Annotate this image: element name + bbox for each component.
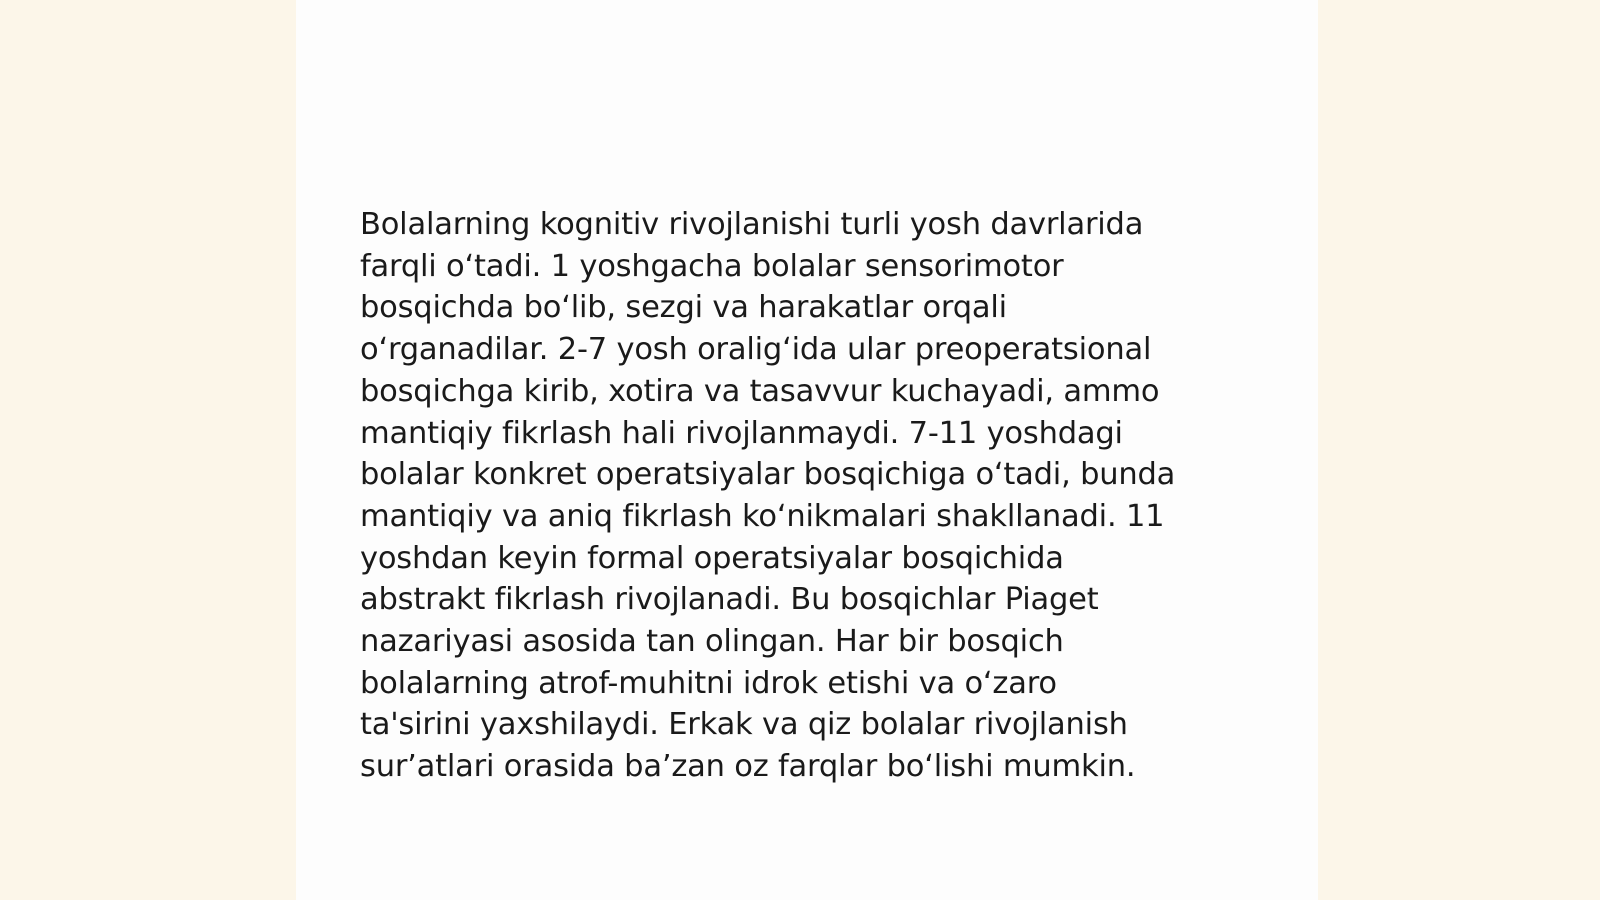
paragraph-line: nazariyasi asosida tan olingan. Har bir bosqich (360, 624, 1064, 660)
paragraph-line: Bolalarning kognitiv rivojlanishi turli yosh davrlarida (360, 207, 1144, 242)
body-paragraph (360, 204, 1260, 788)
paragraph-line: surʼatlari orasida baʼzan oz farqlar boʻlishi mumkin. (360, 749, 1136, 785)
paragraph-line: ta'sirini yaxshilaydi. Erkak va qiz bolalar rivojlanish (360, 707, 1128, 743)
paragraph-line: abstrakt fikrlash rivojlanadi. Bu bosqichlar Piaget (360, 582, 1099, 618)
paragraph-line: bosqichga kirib, xotira va tasavvur kuchayadi, ammo (360, 373, 1160, 409)
document-page (296, 0, 1318, 900)
paragraph-line: mantiqiy va aniq fikrlash koʻnikmalari shakllanadi. 11 (360, 498, 1165, 534)
paragraph-line: farqli oʻtadi. 1 yoshgacha bolalar sensorimotor (360, 248, 1064, 284)
paragraph-line: bolalar konkret operatsiyalar bosqichiga oʻtadi, bunda (360, 457, 1176, 493)
paragraph-line: mantiqiy fikrlash hali rivojlanmaydi. 7-11 yoshdagi (360, 415, 1123, 451)
paragraph-line: oʻrganadilar. 2-7 yosh oraligʻida ular preoperatsional (360, 332, 1152, 368)
paragraph-line: yoshdan keyin formal operatsiyalar bosqichida (360, 540, 1064, 576)
paragraph-line: bolalarning atrof-muhitni idrok etishi va oʻzaro (360, 665, 1057, 701)
paragraph-line: bosqichda boʻlib, sezgi va harakatlar orqali (360, 290, 1007, 326)
